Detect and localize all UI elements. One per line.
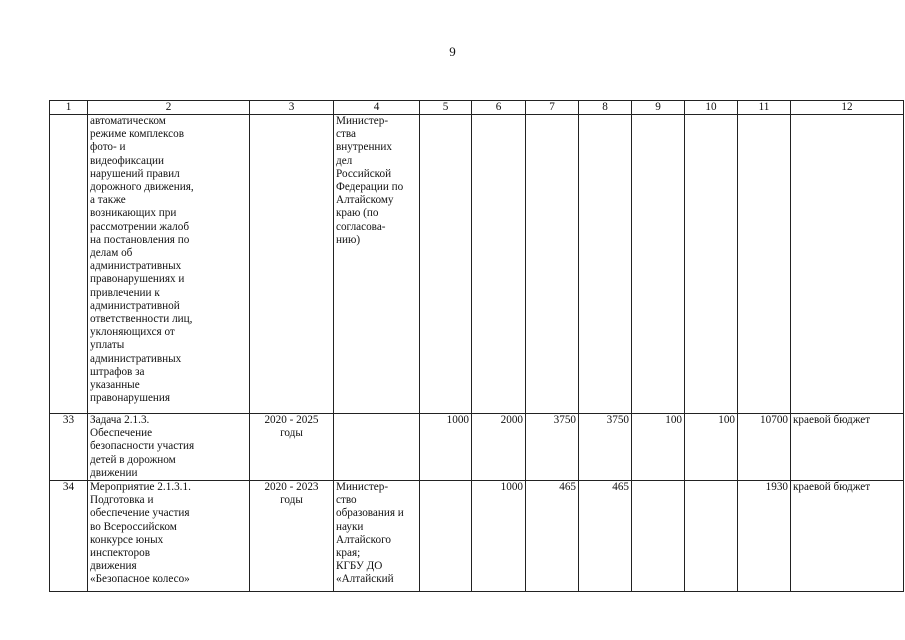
activity-name-cell: Задача 2.1.3. Обеспечение безопасности участия детей в дорожном движении xyxy=(88,414,250,481)
header-cell: 2 xyxy=(88,101,250,115)
header-cell: 1 xyxy=(50,101,88,115)
header-cell: 10 xyxy=(685,101,738,115)
header-cell: 9 xyxy=(632,101,685,115)
value-cell-6 xyxy=(472,115,526,414)
value-cell-9 xyxy=(632,115,685,414)
table-row xyxy=(50,115,904,414)
value-cell-6: 1000 xyxy=(472,481,526,592)
header-cell: 11 xyxy=(738,101,791,115)
executor-cell: Министер- ства внутренних дел Российской Федерации по Алтайскому краю (по согласова- нию) xyxy=(334,115,420,414)
funding-source-cell xyxy=(791,115,904,414)
value-cell-7 xyxy=(526,115,579,414)
page-number: 9 xyxy=(449,44,456,59)
period-cell xyxy=(250,115,334,414)
header-cell: 5 xyxy=(420,101,472,115)
row-number-cell: 33 xyxy=(50,414,88,481)
value-cell-5: 1000 xyxy=(420,414,472,481)
value-cell-7: 465 xyxy=(526,481,579,592)
value-cell-10 xyxy=(685,115,738,414)
value-cell-9: 100 xyxy=(632,414,685,481)
value-cell-8 xyxy=(579,115,632,414)
value-cell-9 xyxy=(632,481,685,592)
header-cell: 8 xyxy=(579,101,632,115)
table-row xyxy=(50,414,904,481)
funding-source-cell: краевой бюджет xyxy=(791,414,904,481)
table-row xyxy=(50,481,904,592)
value-cell-5 xyxy=(420,481,472,592)
value-cell-11 xyxy=(738,115,791,414)
value-cell-10 xyxy=(685,481,738,592)
executor-cell xyxy=(334,414,420,481)
header-cell: 7 xyxy=(526,101,579,115)
header-cell: 12 xyxy=(791,101,904,115)
executor-cell: Министер- ство образования и науки Алтайского края; КГБУ ДО «Алтайский xyxy=(334,481,420,592)
value-cell-6: 2000 xyxy=(472,414,526,481)
period-cell: 2020 - 2023 годы xyxy=(250,481,334,592)
value-cell-7: 3750 xyxy=(526,414,579,481)
row-number-cell xyxy=(50,115,88,414)
program-table xyxy=(49,100,904,592)
activity-name-cell: Мероприятие 2.1.3.1. Подготовка и обеспечение участия во Всероссийском конкурсе юных инспекторов движения «Безопасное колесо» xyxy=(88,481,250,592)
header-cell: 3 xyxy=(250,101,334,115)
value-cell-5 xyxy=(420,115,472,414)
header-cell: 6 xyxy=(472,101,526,115)
value-cell-11: 10700 xyxy=(738,414,791,481)
value-cell-8: 465 xyxy=(579,481,632,592)
activity-name-cell: автоматическом режиме комплексов фото- и видеофиксации нарушений правил дорожного движения, а также возникающих при рассмотрении жалоб на постановления по делам об административных правонарушениях и привлечении к административной ответственности лиц, уклоняющихся от уплаты административных штрафов за указанные правонарушения xyxy=(88,115,250,414)
table-header-row xyxy=(50,101,904,115)
header-cell: 4 xyxy=(334,101,420,115)
funding-source-cell: краевой бюджет xyxy=(791,481,904,592)
value-cell-11: 1930 xyxy=(738,481,791,592)
value-cell-10: 100 xyxy=(685,414,738,481)
period-cell: 2020 - 2025 годы xyxy=(250,414,334,481)
value-cell-8: 3750 xyxy=(579,414,632,481)
row-number-cell: 34 xyxy=(50,481,88,592)
